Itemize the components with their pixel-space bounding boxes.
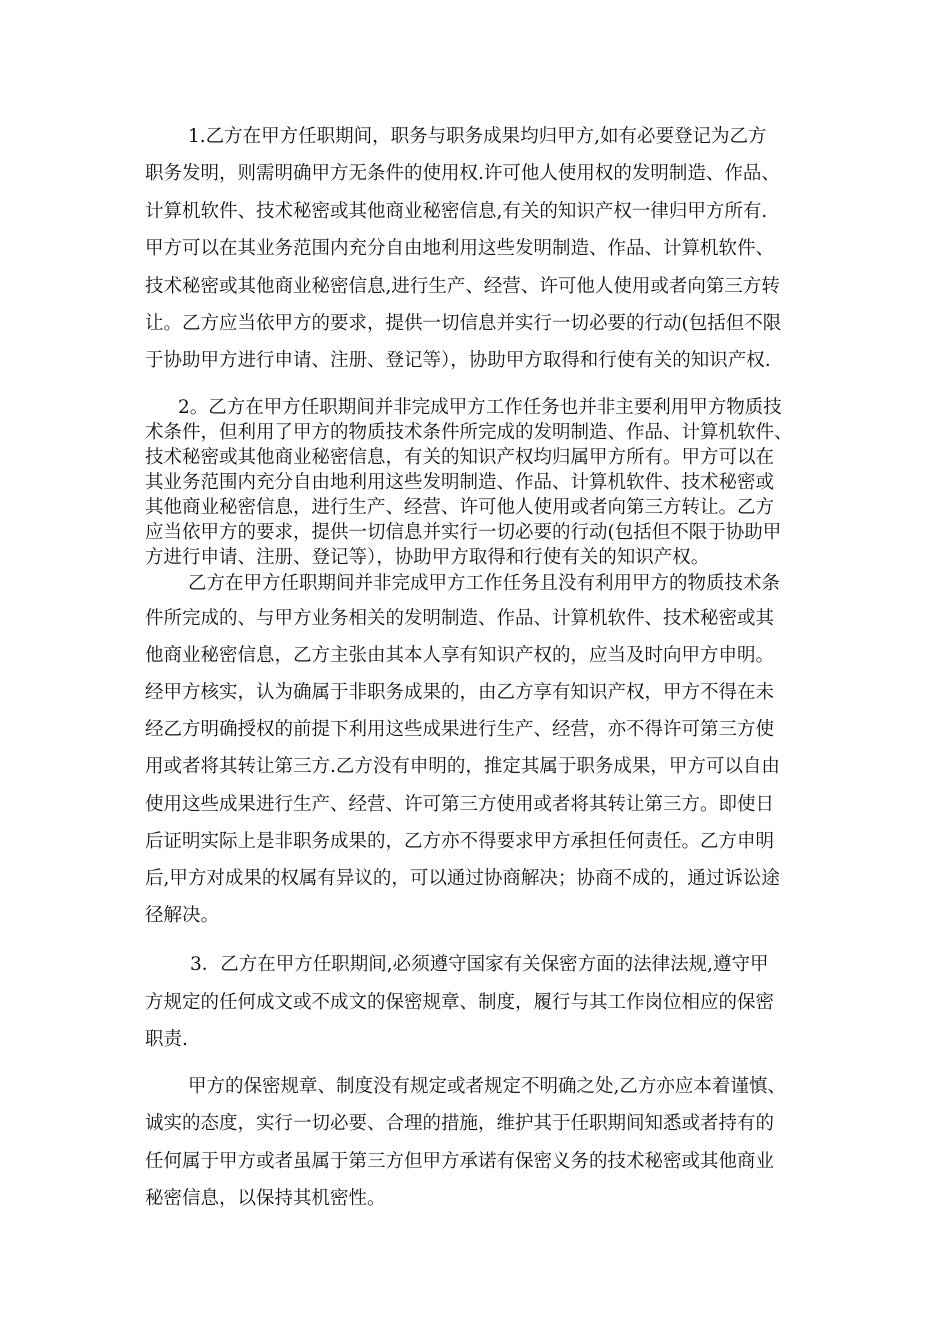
text-line: 甲方的保密规章、制度没有规定或者规定不明确之处,乙方亦应本着谨慎、 [188,1076,786,1097]
text-line: 术条件，但利用了甲方的物质技术条件所完成的发明制造、作品、计算机软件、 [145,422,793,443]
text-line: 职责. [145,1029,188,1050]
text-line: 于协助甲方进行申请、注册、登记等），协助甲方取得和行使有关的知识产权. [145,350,771,371]
text-line: 诚实的态度，实行一切必要、合理的措施，维护其于任职期间知悉或者持有的 [145,1113,775,1134]
text-line: 径解决。 [145,905,220,926]
text-line: 计算机软件、技术秘密或其他商业秘密信息,有关的知识产权一律归甲方所有. [145,201,768,222]
text-line: 任何属于甲方或者虽属于第三方但甲方承诺有保密义务的技术秘密或其他商业 [145,1151,775,1172]
text-line: 其他商业秘密信息，进行生产、经营、许可他人使用或者向第三方转让。乙方 [145,497,775,518]
text-line: 他商业秘密信息，乙方主张由其本人享有知识产权的，应当及时向甲方申明。 [145,645,775,666]
text-line: 秘密信息，以保持其机密性。 [145,1188,386,1209]
text-line: 3．乙方在甲方任职期间,必须遵守国家有关保密方面的法律法规,遵守甲 [190,954,769,975]
text-line: 使用这些成果进行生产、经营、许可第三方使用或者将其转让第三方。即使日 [145,794,775,815]
text-line: 技术秘密或其他商业秘密信息,进行生产、经营、许可他人使用或者向第三方转 [145,276,780,297]
text-line: 方规定的任何成文或不成文的保密规章、制度，履行与其工作岗位相应的保密 [145,992,775,1013]
text-line: 技术秘密或其他商业秘密信息，有关的知识产权均归属甲方所有。甲方可以在 [145,447,775,468]
text-line: 甲方可以在其业务范围内充分自由地利用这些发明制造、作品、计算机软件、 [145,238,775,259]
text-line: 1.乙方在甲方任职期间，职务与职务成果均归甲方,如有必要登记为乙方 [188,126,767,147]
text-line: 2。乙方在甲方任职期间并非完成甲方工作任务也并非主要利用甲方物质技 [178,397,782,418]
text-line: 应当依甲方的要求，提供一切信息并实行一切必要的行动(包括但不限于协助甲 [145,522,782,543]
text-line: 经乙方明确授权的前提下利用这些成果进行生产、经营，亦不得许可第三方使 [145,719,775,740]
text-line: 经甲方核实，认为确属于非职务成果的，由乙方享有知识产权，甲方不得在未 [145,682,775,703]
text-line: 后证明实际上是非职务成果的，乙方亦不得要求甲方承担任何责任。乙方申明 [145,831,775,852]
text-line: 后,甲方对成果的权属有异议的，可以通过协商解决；协商不成的，通过诉讼途 [145,868,780,889]
text-line: 件所完成的、与甲方业务相关的发明制造、作品、计算机软件、技术秘密或其 [145,608,775,629]
text-line: 乙方在甲方任职期间并非完成甲方工作任务且没有利用甲方的物质技术条 [188,573,781,594]
text-line: 让。乙方应当依甲方的要求，提供一切信息并实行一切必要的行动(包括但不限 [145,313,782,334]
text-line: 方进行申请、注册、登记等），协助甲方取得和行使有关的知识产权。 [145,547,710,568]
text-line: 职务发明，则需明确甲方无条件的使用权.许可他人使用权的发明制造、作品、 [145,163,780,184]
text-line: 其业务范围内充分自由地利用这些发明制造、作品、计算机软件、技术秘密或 [145,472,775,493]
text-line: 用或者将其转让第三方.乙方没有申明的，推定其属于职务成果，甲方可以自由 [145,756,780,777]
